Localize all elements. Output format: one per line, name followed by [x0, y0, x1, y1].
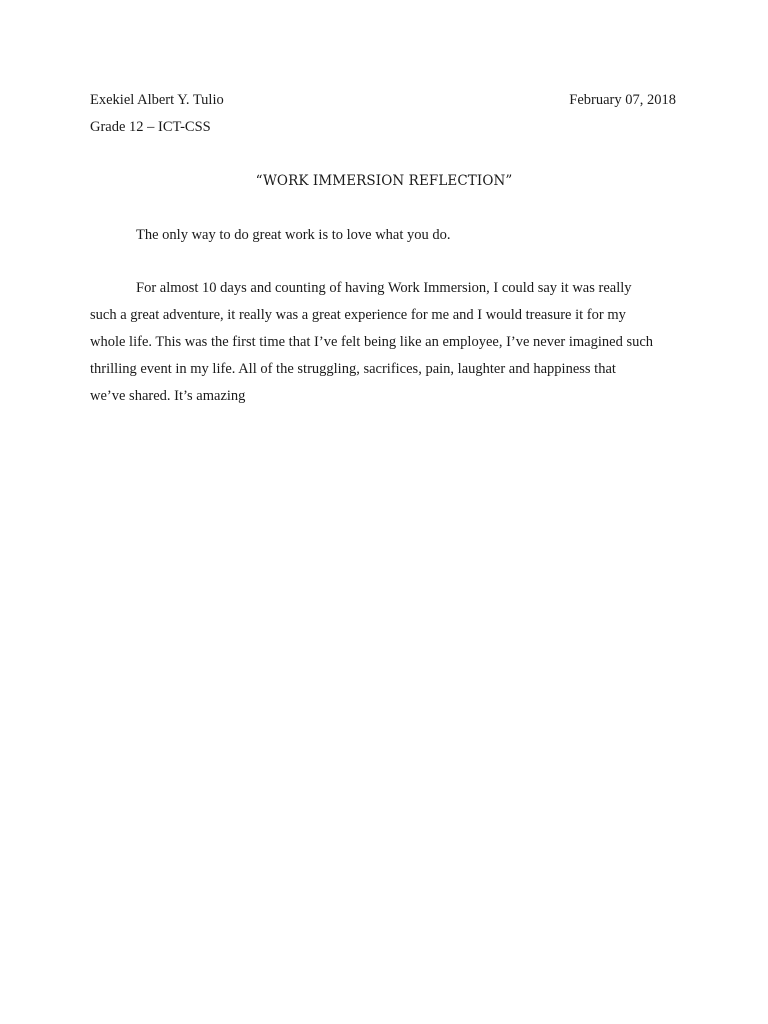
paragraph-line: For almost 10 days and counting of having Work Immersion, I could say it was really — [136, 280, 632, 296]
paragraph-line: whole life. This was the first time that I’ve felt being like an employee, I’ve never imagined such — [90, 334, 654, 350]
document-date: February 07, 2018 — [569, 92, 676, 108]
grade-section: Grade 12 – ICT-CSS — [90, 119, 211, 135]
paragraph-line: such a great adventure, it really was a great experience for me and I would treasure it for my — [90, 307, 626, 323]
header-row — [90, 92, 676, 112]
author-name: Exekiel Albert Y. Tulio — [90, 92, 224, 108]
paragraph-line: thrilling event in my life. All of the struggling, sacrifices, pain, laughter and happiness that — [90, 361, 616, 377]
opening-quote: The only way to do great work is to love what you do. — [136, 227, 451, 243]
document-title: “WORK IMMERSION REFLECTION” — [255, 173, 513, 189]
paragraph-line: we’ve shared. It’s amazing — [90, 388, 246, 404]
